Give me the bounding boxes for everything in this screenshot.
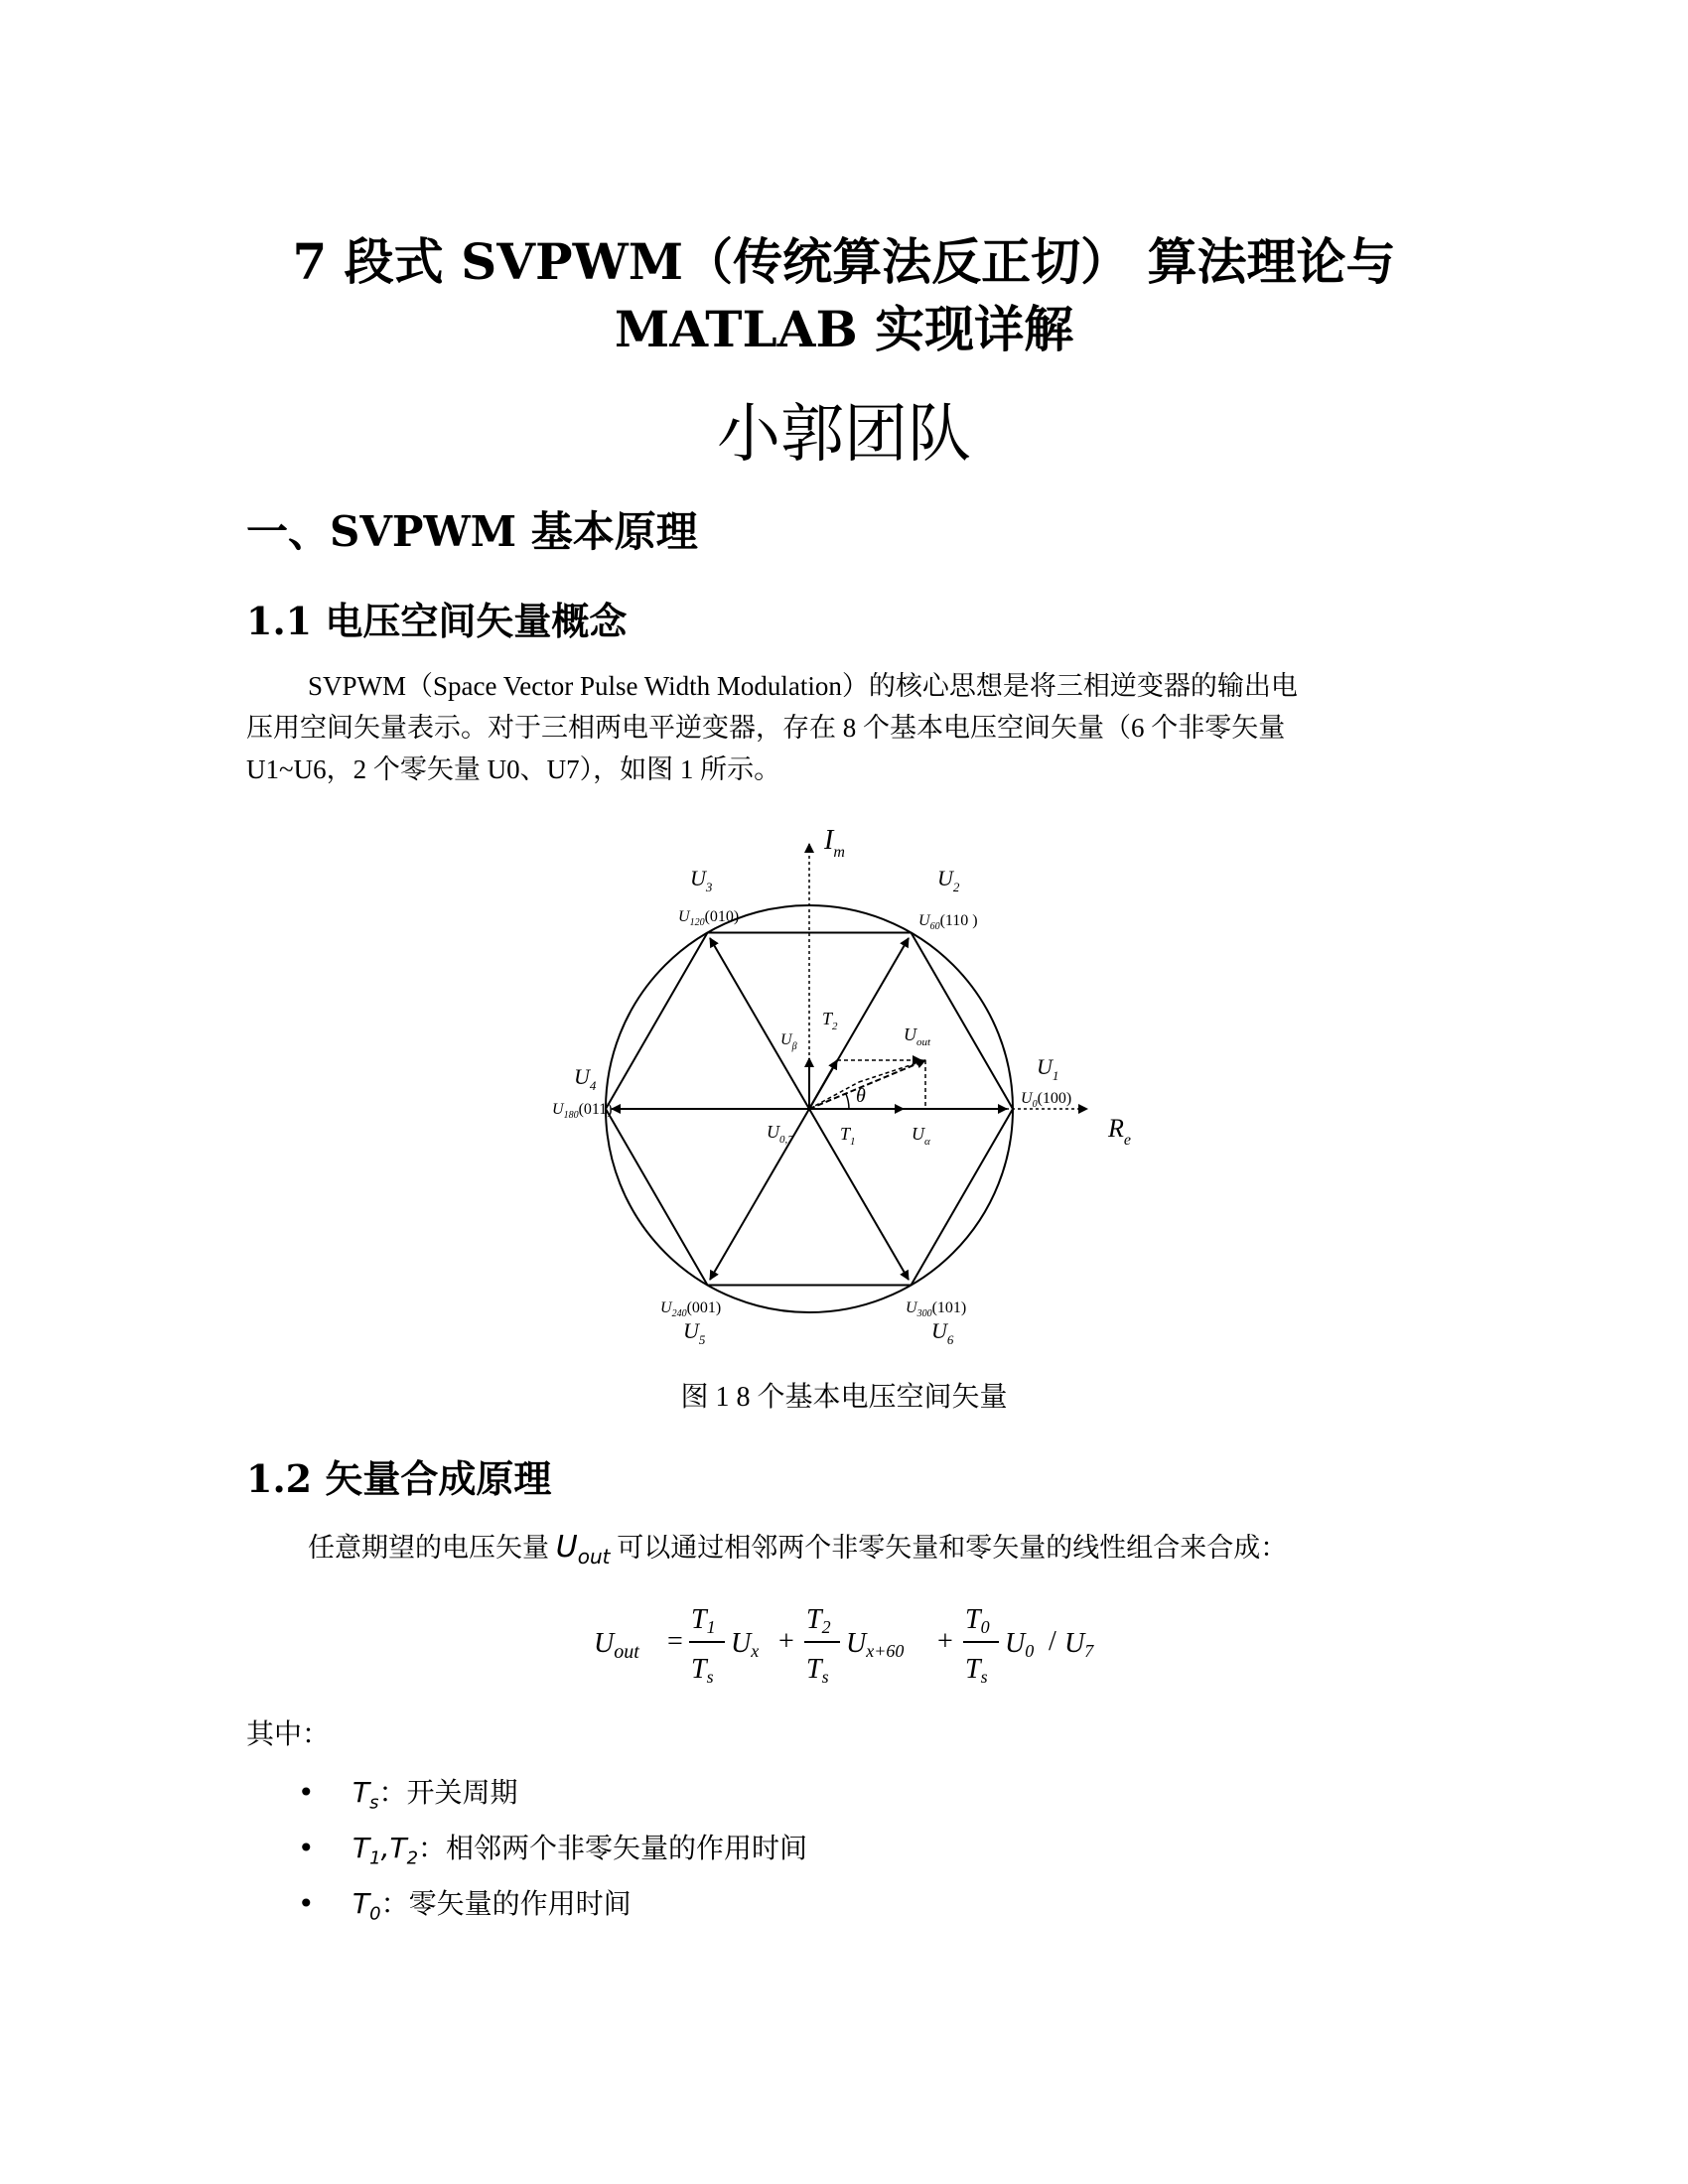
formula-ux: Ux [731,1628,760,1661]
section-heading-1-2: 1.2 矢量合成原理 [246,1456,552,1501]
formula-lhs: $U_{out}$ [594,1628,639,1663]
bullet-symbol: $T_0$ [352,1887,381,1925]
u5-label: $U_5$ [683,1318,706,1347]
u6-label: $U_6$ [931,1318,954,1347]
vector-u3 [710,938,809,1109]
formula-ts-3: Ts [965,1654,988,1687]
im-axis-label: $I_m$ [824,825,845,861]
team-name: 小郭团队 [717,398,971,472]
bullet-symbol: $T_s$ [352,1776,379,1814]
formula-u7: U7 [1064,1628,1094,1661]
bullet-text: ：相邻两个非零矢量的作用时间 [418,1834,808,1864]
paragraph-space-vector [246,665,1438,790]
where-label: 其中： [246,1719,331,1750]
u120-label: $U_{120}(010)$ [678,908,740,928]
space-vector-diagram [536,814,1152,1350]
u4-label: $U_4$ [574,1064,597,1093]
figure-caption: 图 1 8 个基本电压空间矢量 [680,1382,1008,1413]
u-alpha-label: $U_\alpha$ [912,1124,930,1148]
formula-equals: = [667,1626,683,1657]
formula-ux60: Ux+60 [846,1628,905,1661]
section-heading-1: 一、SVPWM 基本原理 [246,507,698,556]
formula-slash: / [1049,1626,1056,1657]
u300-label: $U_{300}(101)$ [906,1299,967,1319]
uout-inline: $U_{out}$ [555,1530,611,1569]
bullet-icon: • [298,1776,315,1809]
document-title-line-2: MATLAB 实现详解 [614,300,1074,358]
synthesis-text-prefix: 任意期望的电压矢量 [308,1533,549,1563]
formula-t2: T2 [806,1604,831,1637]
list-item [298,1884,632,1935]
vector-u5 [710,1109,809,1280]
theta-arc [846,1094,849,1109]
u-out-label: $U_{out}$ [904,1024,931,1048]
u0-angle-label: $U_0(100)$ [1021,1090,1072,1110]
vector-u6 [809,1109,909,1280]
u07-label: $U_{0,7}$ [767,1122,793,1146]
dashed-projection-3 [859,1060,925,1082]
section-heading-1-1: 1.1 电压空间矢量概念 [246,599,628,643]
u-beta-label: $U_\beta$ [780,1031,797,1052]
list-item [298,1773,518,1824]
paragraph-synthesis [246,1527,1438,1577]
list-item [298,1829,807,1879]
formula-t0: T0 [965,1604,990,1637]
u3-label: $U_3$ [690,866,713,894]
bullet-symbol: $T_1,T_2$ [352,1832,419,1869]
bullet-text: ：开关周期 [378,1778,518,1809]
u-out-vector [809,1060,925,1109]
formula-ts-1: Ts [691,1654,714,1687]
document-title-line-1: 7 段式 SVPWM（传统算法反正切） 算法理论与 [292,232,1396,291]
formula-ts-2: Ts [806,1654,829,1687]
u240-label: $U_{240}(001)$ [660,1299,722,1319]
synthesis-formula [586,1586,1122,1696]
formula-u0: U0 [1005,1628,1035,1661]
synthesis-text-suffix: 可以通过相邻两个非零矢量和零矢量的线性组合来合成： [617,1533,1288,1563]
u180-label: $U_{180}(011)$ [552,1101,613,1121]
t2-label: $T_2$ [822,1009,838,1032]
u60-label: $U_{60}(110$ ) [918,912,978,932]
theta-label: θ [856,1085,866,1107]
para-line-2: 压用空间矢量表示。对于三相两电平逆变器，存在 8 个基本电压空间矢量（6 个非零矢量 [246,713,1286,743]
bullet-text: ：零矢量的作用时间 [380,1889,632,1920]
para-line-3: U1~U6，2 个零矢量 U0、U7），如图 1 所示。 [246,754,781,784]
u2-label: $U_2$ [937,866,960,894]
bullet-icon: • [298,1832,315,1864]
re-axis-label: $R_e$ [1108,1114,1131,1149]
para-line-1: SVPWM（Space Vector Pulse Width Modulation）的核心思想是将三相逆变器的输出电 [308,671,1298,701]
formula-plus-1: + [778,1626,794,1657]
bullet-icon: • [298,1887,315,1920]
formula-t1: T1 [691,1604,716,1637]
t1-label: $T_1$ [840,1124,856,1148]
formula-plus-2: + [937,1626,953,1657]
u1-label: $U_1$ [1037,1054,1059,1083]
